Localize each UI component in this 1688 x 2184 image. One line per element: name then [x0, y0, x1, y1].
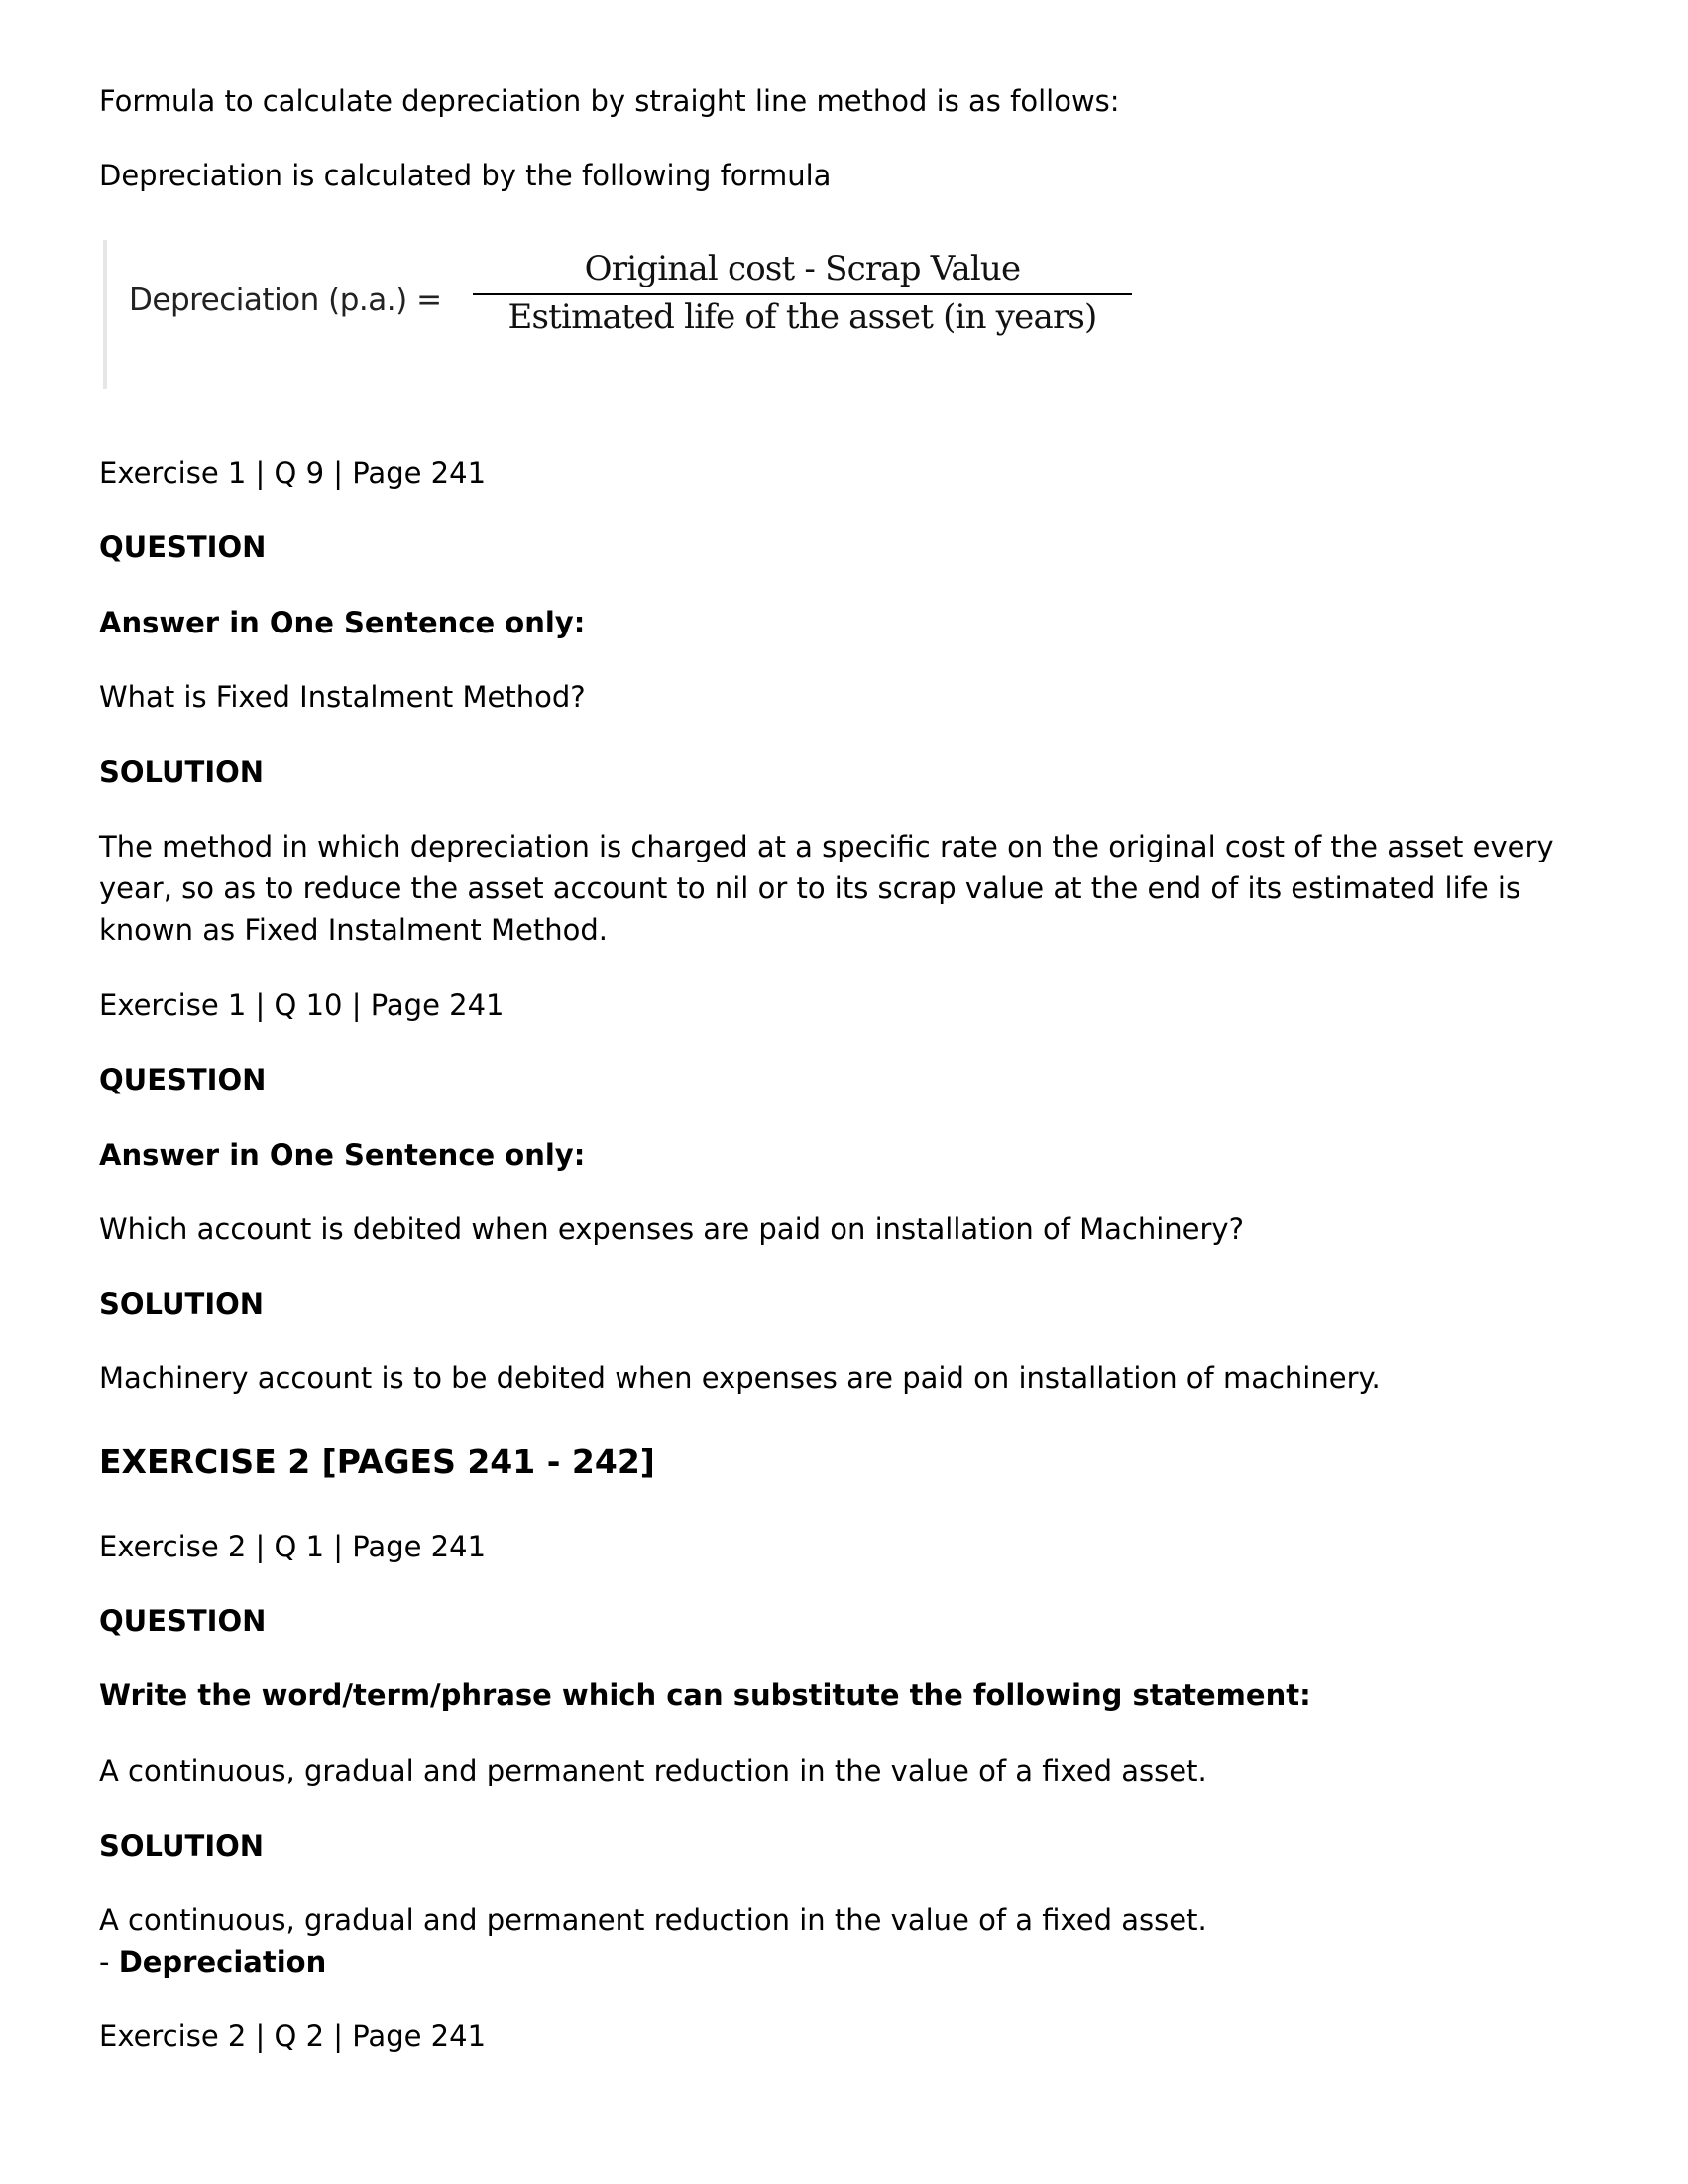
- formula-lhs: Depreciation (p.a.) =: [129, 283, 442, 318]
- answer-term: Depreciation: [118, 1945, 327, 1979]
- question-reference: Exercise 1 | Q 10 | Page 241: [99, 988, 505, 1022]
- formula-fraction: [473, 248, 1132, 339]
- formula-denominator: Estimated life of the asset (in years): [507, 297, 1097, 337]
- question-text: A continuous, gradual and permanent reduction in the value of a fixed asset.: [99, 1754, 1207, 1787]
- question-instruction: Answer in One Sentence only:: [99, 606, 586, 639]
- depreciation-formula-image: [103, 240, 1197, 389]
- question-text: What is Fixed Instalment Method?: [99, 680, 586, 714]
- question-instruction: Write the word/term/phrase which can substitute the following statement:: [99, 1678, 1311, 1712]
- question-label: QUESTION: [99, 1604, 267, 1638]
- intro-text-calculated: Depreciation is calculated by the following formula: [99, 159, 832, 192]
- question-reference: Exercise 2 | Q 1 | Page 241: [99, 1530, 487, 1563]
- question-reference: Exercise 2 | Q 2 | Page 241: [99, 2019, 487, 2053]
- solution-text: A continuous, gradual and permanent reduction in the value of a fixed asset.: [99, 1903, 1207, 1937]
- solution-text: The method in which depreciation is charged at a specific rate on the original cost of the asset every year, so as to reduce the asset account to nil or to its scrap value at the end of its estimated life is known as Fixed Instalment Method.: [99, 830, 1554, 947]
- question-label: QUESTION: [99, 1063, 267, 1096]
- question-instruction: Answer in One Sentence only:: [99, 1138, 586, 1172]
- intro-text-formula: Formula to calculate depreciation by straight line method is as follows:: [99, 84, 1120, 118]
- formula-numerator: Original cost - Scrap Value: [584, 249, 1021, 288]
- solution-label: SOLUTION: [99, 1287, 265, 1321]
- solution-answer: [99, 1941, 1606, 1983]
- solution-label: SOLUTION: [99, 1829, 265, 1863]
- solution-text: Machinery account is to be debited when expenses are paid on installation of machinery.: [99, 1361, 1381, 1395]
- question-label: QUESTION: [99, 530, 267, 564]
- section-heading: EXERCISE 2 [PAGES 241 - 242]: [99, 1442, 655, 1481]
- solution-label: SOLUTION: [99, 755, 265, 789]
- question-reference: Exercise 1 | Q 9 | Page 241: [99, 456, 487, 490]
- answer-prefix: -: [99, 1945, 119, 1979]
- question-text: Which account is debited when expenses are paid on installation of Machinery?: [99, 1212, 1244, 1246]
